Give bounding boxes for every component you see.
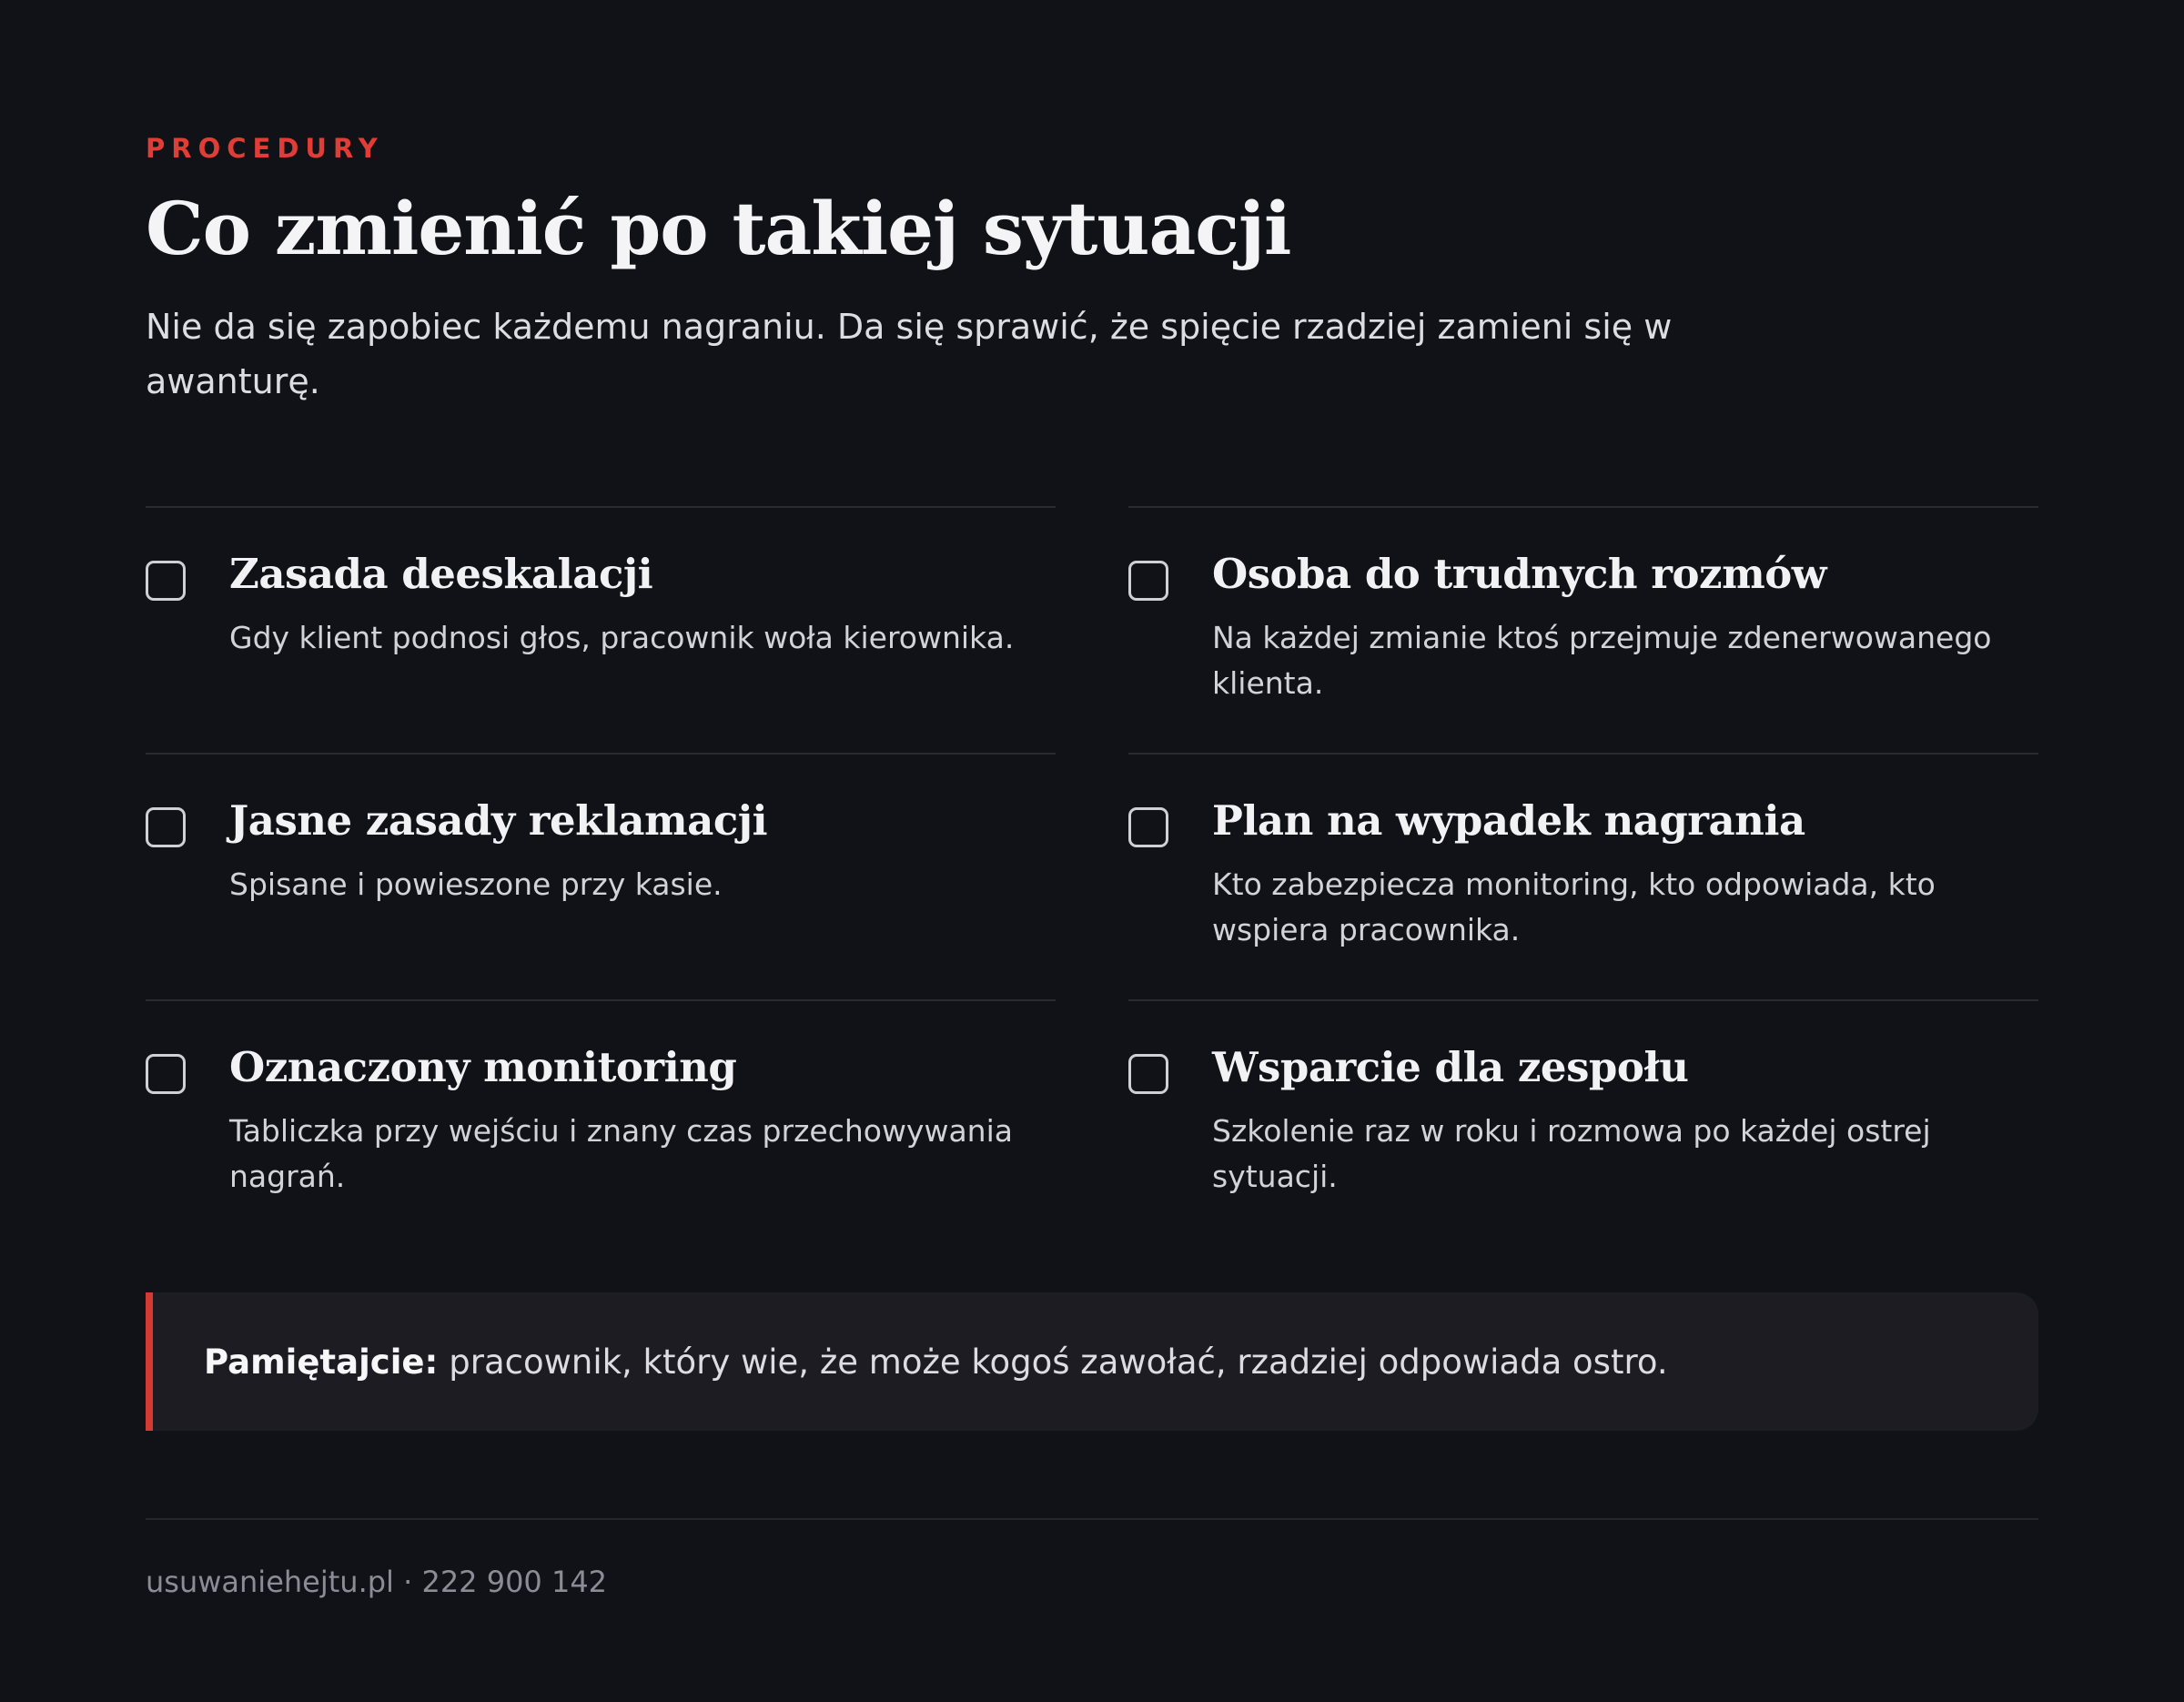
footer-divider — [146, 1518, 2038, 1520]
reminder-callout — [146, 1292, 2038, 1431]
checklist-item — [1128, 506, 2038, 753]
checklist-item-description: Tabliczka przy wejściu i znany czas przechowywania nagrań. — [229, 1113, 1013, 1194]
checklist-item — [1128, 753, 2038, 999]
reminder-label: Pamiętajcie: — [204, 1342, 439, 1382]
checkbox[interactable] — [146, 807, 186, 847]
checklist-item — [146, 506, 1056, 753]
checkbox[interactable] — [1128, 807, 1168, 847]
checklist-item-title: Zasada deeskalacji — [229, 550, 653, 598]
checkbox[interactable] — [146, 1054, 186, 1094]
checkbox[interactable] — [146, 561, 186, 601]
checklist-item-description: Gdy klient podnosi głos, pracownik woła kierownika. — [229, 620, 1015, 655]
checklist-item-description: Na każdej zmianie ktoś przejmuje zdenerwowanego klienta. — [1212, 620, 1992, 701]
lead-paragraph: Nie da się zapobiec każdemu nagraniu. Da się sprawić, że spięcie rzadziej zamieni się w awanturę. — [146, 307, 1673, 401]
checklist-item — [146, 999, 1056, 1246]
checklist-item-title: Jasne zasady reklamacji — [229, 796, 768, 845]
checklist-item-title: Osoba do trudnych rozmów — [1212, 550, 1826, 598]
checklist-item-title: Oznaczony monitoring — [229, 1043, 737, 1091]
checkbox[interactable] — [1128, 1054, 1168, 1094]
checklist-item-title: Wsparcie dla zespołu — [1212, 1043, 1689, 1091]
page-title: Co zmienić po takiej sytuacji — [146, 186, 1291, 271]
checklist-item-description: Kto zabezpiecza monitoring, kto odpowiada, kto wspiera pracownika. — [1212, 866, 1936, 947]
checklist-item — [1128, 999, 2038, 1246]
section-eyebrow: PROCEDURY — [146, 133, 384, 164]
checklist-item-title: Plan na wypadek nagrania — [1212, 796, 1805, 845]
footer-contact: usuwaniehejtu.pl · 222 900 142 — [146, 1565, 608, 1599]
checklist-grid — [146, 506, 2038, 1246]
reminder-text: pracownik, który wie, że może kogoś zawołać, rzadziej odpowiada ostro. — [449, 1342, 1668, 1382]
checklist-item — [146, 753, 1056, 999]
checklist-item-description: Szkolenie raz w roku i rozmowa po każdej ostrej sytuacji. — [1212, 1113, 1931, 1194]
checkbox[interactable] — [1128, 561, 1168, 601]
checklist-item-description: Spisane i powieszone przy kasie. — [229, 866, 723, 902]
